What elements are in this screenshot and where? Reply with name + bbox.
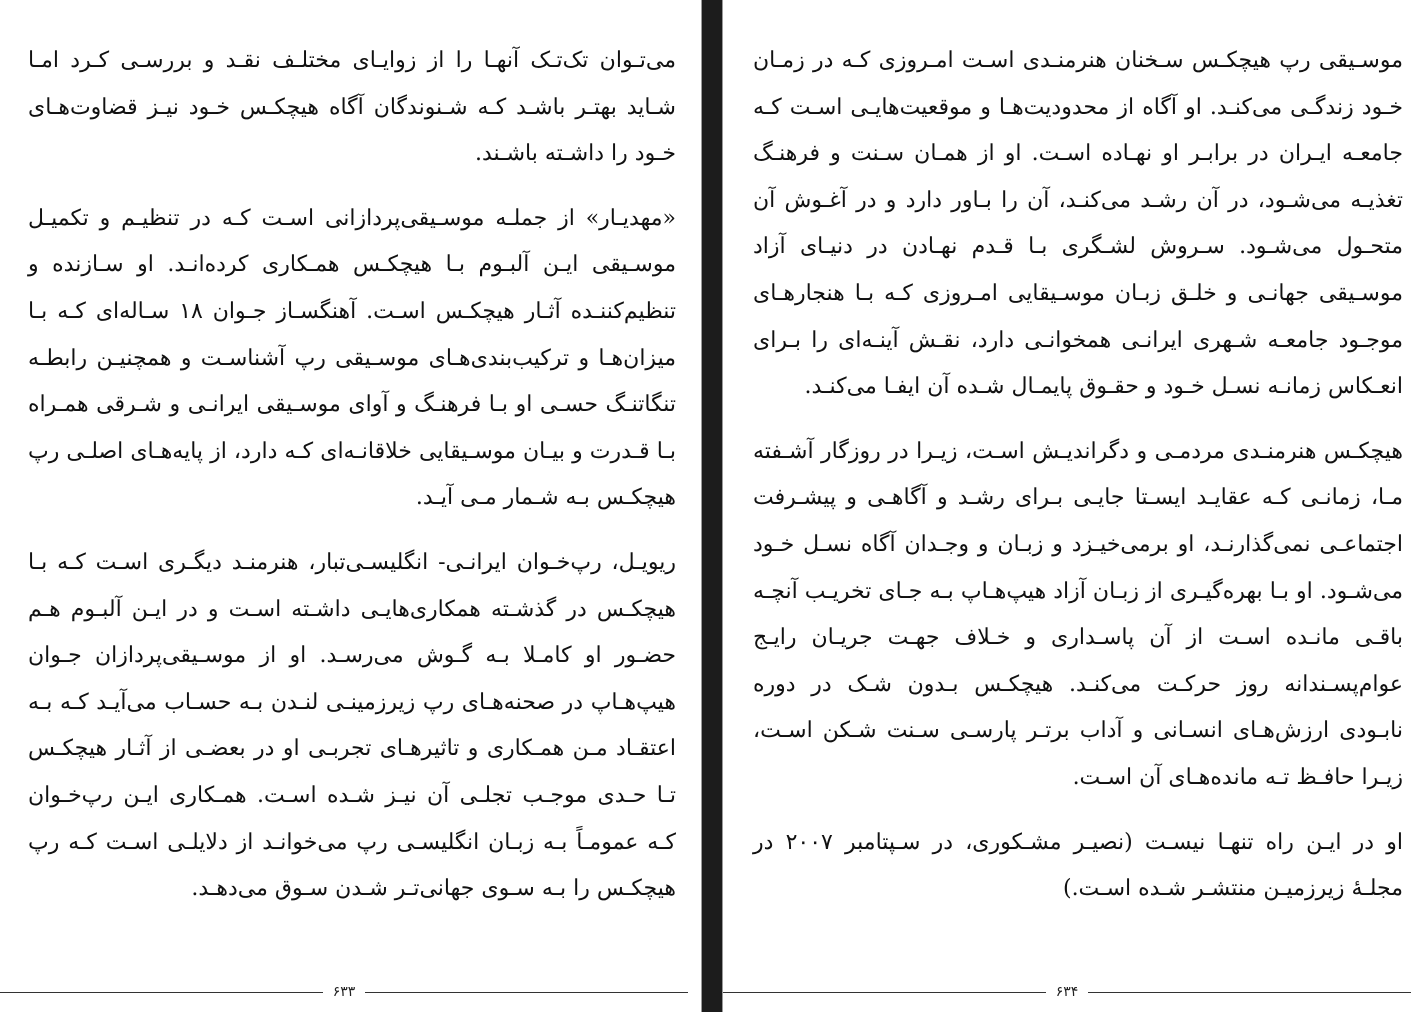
book-gutter [702, 0, 722, 1012]
paragraph: هیچکـس هنرمنـدی مردمـی و دگراندیـش اسـت، زیـرا در روزگار آشـفته مـا، زمانـی کـه عقایـد ایسـتا جایـی بـرای رشـد و آگاهـی و پیشـرفت اجتماعـی نمی‌گذارنـد، او برمی‌خیـزد و زبـان و وجـدان آگاه نسـل خـود می‌شـود. او بـا بهره‌گیـری از زبـان آزاد هیپ‌هـاپ بـه جـای تخریـب آنچـه باقـی مانـده اسـت از آن پاسـداری و خـلاف جهـت جریـان رایـج عوام‌پسـندانه روز حرکـت می‌کنـد. هیچکـس بـدون شـک در دوره نابـودی ارزش‌هـای انسـانی و آداب برتـر پارسـی سـنت شـکن اسـت، زیـرا حافـظ تـه مانده‌هـای آن اسـت. [753, 438, 1403, 790]
page-number: ۶۳۳ [332, 984, 356, 1000]
paragraph: او در ایـن راه تنهـا نیسـت (نصیـر مشـکوری، در سـپتامبر ۲۰۰۷ در مجلـهٔ زیرزمیـن منتشـر شـده اسـت.) [753, 829, 1403, 902]
left-page [0, 0, 702, 1012]
footer-rule [1088, 992, 1411, 993]
right-page [722, 0, 1428, 1012]
left-page-text [28, 38, 676, 931]
right-page-footer [723, 982, 1428, 1002]
paragraph: می‌تـوان تک‌تـک آنهـا را از زوایـای مختلـف نقـد و بررسـی کـرد امـا شـاید بهتـر باشـد کـه شـنوندگان آگاه هیچکـس خـود نیـز قضاوت‌هـای خـود را داشـته باشـند. [28, 48, 676, 167]
right-page-text [753, 38, 1403, 931]
paragraph: موسـیقی رپ هیچکـس سـخنان هنرمنـدی اسـت امـروزی کـه در زمـان خـود زندگـی می‌کنـد. او آگاه از محدودیت‌هـا و موقعیت‌هایـی اسـت کـه جامعـه ایـران در برابـر او نهـاده اسـت. او از همـان سـنت و فرهنـگ تغذیـه می‌شـود، در آن رشـد می‌کنـد، آن را بـاور دارد و در آغـوش آن متحـول می‌شـود. سـروش لشـگری بـا قـدم نهـادن در دنیـای آزاد موسـیقی جهانـی و خلـق زبـان موسـیقایی امـروزی کـه بـا هنجارهـای موجـود جامعـه شـهری ایرانـی همخوانـی دارد، نقـش آینـه‌ای را بـرای انعـکاس زمانـه نسـل خـود و حقـوق پایمـال شـده آن ایفـا می‌کنـد. [753, 48, 1403, 400]
footer-rule [723, 992, 1046, 993]
footer-rule [0, 992, 323, 993]
left-page-footer [0, 982, 702, 1002]
paragraph: «مهدیـار» از جملـه موسـیقی‌پردازانی اسـت کـه در تنظیـم و تکمیـل موسـیقی ایـن آلبـوم بـا هیچکـس همـکاری کرده‌انـد. او سـازنده و تنظیم‌کننـده آثـار هیچکـس اسـت. آهنگسـاز جـوان ۱۸ سـاله‌ای کـه بـا میزان‌هـا و ترکیب‌بندی‌هـای موسـیقی رپ آشناسـت و همچنیـن رابطـه تنگاتنـگ حسـی او بـا فرهنـگ و آوای موسـیقی ایرانـی و شـرقی همـراه بـا قـدرت و بیـان موسـیقایی خلاقانـه‌ای کـه دارد، از پایه‌هـای اصلـی رپ هیچکـس بـه شـمار مـی آیـد. [28, 205, 676, 511]
page-number: ۶۳۴ [1055, 984, 1079, 1000]
paragraph: ریویـل، رپ‌خـوان ایرانـی- انگلیسـی‌تبار، هنرمنـد دیگـری اسـت کـه بـا هیچکـس در گذشـته همکاری‌هایـی داشـته اسـت و در ایـن آلبـوم هـم حضـور او کامـلا بـه گـوش می‌رسـد. او از موسـیقی‌پردازان جـوان هیپ‌هـاپ در صحنه‌هـای رپ زیرزمینـی لنـدن بـه حسـاب می‌آیـد کـه بـه اعتقـاد مـن همـکاری و تاثیرهـای تجربـی او در بعضـی از آثـار هیچکـس تـا حـدی موجـب تجلـی آن نیـز شـده اسـت. همـکاری ایـن رپ‌خـوان کـه عمومـاً بـه زبـان انگلیسـی رپ می‌خوانـد از دلایلـی اسـت کـه رپ هیچکـس را بـه سـوی جهانی‌تـر شـدن سـوق می‌دهـد. [28, 549, 676, 902]
footer-rule [365, 992, 688, 993]
